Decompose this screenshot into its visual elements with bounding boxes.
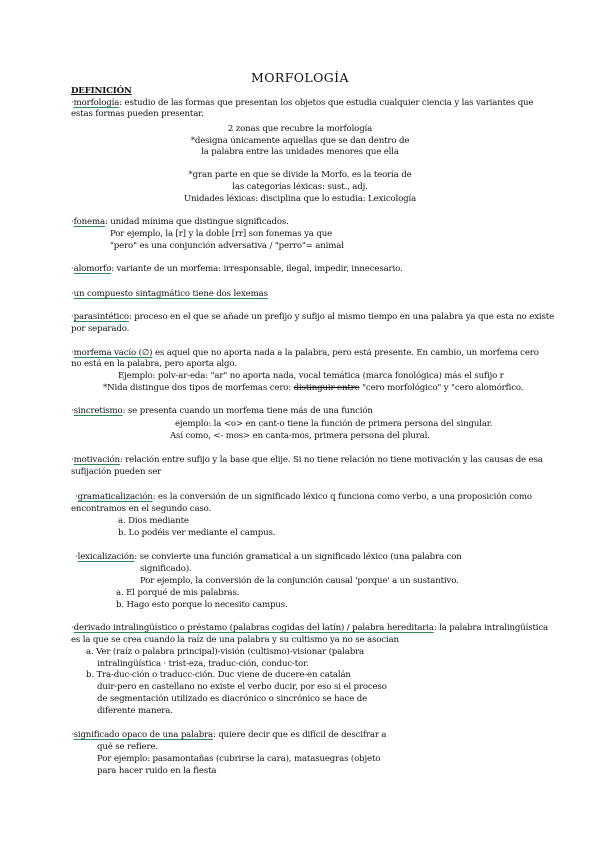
nida-text: *Nida distingue dos tipos de morfemas cero: bbox=[103, 383, 294, 393]
zones-line-4: *gran parte en que se divide la Morfo. es la teoría de bbox=[188, 170, 412, 180]
parasintetico-line-2: por separado. bbox=[71, 324, 130, 334]
zones-line-1: 2 zonas que recubre la morfología bbox=[227, 124, 373, 134]
derivado-text: : la palabra intralingüística bbox=[433, 623, 549, 633]
motivacion-line: ·motivación: relación entre sufijo y la base que elije. Si no tiene relación no tiene motivación y las causas de esa bbox=[71, 455, 543, 465]
page-title: MORFOLOGÍA bbox=[251, 70, 349, 85]
derivado-line-2: es la que se crea cuando la raíz de una palabra y su cultismo ya no se asocian bbox=[71, 635, 399, 645]
definition-line: ·morfología: estudio de las formas que presentan los objetos que estudia cualquier ciencia y las variantes que bbox=[71, 98, 534, 108]
derivado-example-a-2: intralingüística · trist-eza, traduc-ción, conduc-tor. bbox=[97, 659, 309, 669]
lexicalizacion-line-3: Por ejemplo, la conversión de la conjunción causal 'porque' a un sustantivo. bbox=[140, 576, 459, 586]
fonema-line: ·fonema: unidad mínima que distingue significados. bbox=[71, 217, 289, 227]
zones-line-2: *designa únicamente aquellas que se dan dentro de bbox=[190, 136, 410, 146]
section-heading: DEFINICIÓN bbox=[71, 86, 132, 96]
morfema-vacio-example-1: Ejemplo: polv-ar-eda: "ar" no aporta nada, vocal temática (marca fonológica) más el sufijo r bbox=[118, 371, 504, 381]
morfema-vacio-line: ·morfema vacío (∅) es aquel que no aporta nada a la palabra, pero está presente. En cambio, un morfema cero bbox=[71, 348, 539, 358]
lexicalizacion-example-a: a. El porqué de mis palabras. bbox=[116, 588, 240, 598]
derivado-example-a-1: a. Ver (raíz o palabra principal)-visión (cultismo)-visionar (palabra bbox=[86, 647, 364, 657]
motivacion-text: : relación entre sufijo y la base que elije. Si no tiene relación no tiene motivación y las causas de esa bbox=[119, 455, 543, 465]
opaco-example-1: Por ejemplo: pasamontañas (cubrirse la cara), matasuegras (objeto bbox=[97, 754, 381, 764]
gramaticalizacion-text: : es la conversión de un significado léxico q funciona como verbo, a una proposición como bbox=[152, 492, 532, 502]
motivacion-line-2: sufijación pueden ser bbox=[71, 467, 162, 477]
term-derivado: derivado intralingüístico o préstamo (palabras cogidas del latín) / palabra hereditaria bbox=[73, 623, 434, 633]
sincretismo-line: ·sincretismo: se presenta cuando un morfema tiene más de una función bbox=[71, 406, 373, 416]
term-gramaticalizacion: gramaticalización bbox=[77, 492, 153, 502]
term-alomorfo: alomorfo bbox=[73, 264, 112, 274]
fonema-example-1: Por ejemplo, la [r] y la doble [rr] son fonemas ya que bbox=[110, 229, 333, 239]
zones-line-6: Unidades léxicas: disciplina que lo estudia: Lexicología bbox=[183, 194, 417, 204]
zones-line-3: la palabra entre las unidades menores que ella bbox=[201, 147, 399, 157]
derivado-example-b-1: b. Tra-duc-ción o traducc-ción. Duc viene de ducere-en catalán bbox=[86, 670, 351, 680]
fonema-text: : unidad mínima que distingue significados. bbox=[104, 217, 289, 227]
term-significado-opaco: significado opaco de una palabra bbox=[73, 730, 213, 740]
derivado-line: ·derivado intralingüístico o préstamo (palabras cogidas del latín) / palabra hereditaria: la palabra intralingüística bbox=[71, 623, 549, 633]
gramaticalizacion-example-b: b. Lo podéis ver mediante el campus. bbox=[118, 528, 276, 538]
alomorfo-line: ·alomorfo: variante de un morfema: irresponsable, ilegal, impedir, innecesario. bbox=[71, 264, 403, 274]
term-morfema-vacio: morfema vacío (∅) bbox=[73, 348, 153, 358]
morfema-vacio-text: es aquel que no aporta nada a la palabra, pero está presente. En cambio, un morfema cero bbox=[152, 348, 539, 358]
lexicalizacion-line: ·lexicalización: se convierte una función gramatical a un significado léxico (una palabra con bbox=[75, 552, 462, 562]
opaco-line-2: qué se refiere. bbox=[97, 742, 158, 752]
gramaticalizacion-example-a: a. Dios mediante bbox=[118, 516, 189, 526]
gramaticalizacion-line: ·gramaticalización: es la conversión de un significado léxico q funciona como verbo, a una proposición como bbox=[75, 492, 532, 502]
alomorfo-text: : variante de un morfema: irresponsable, ilegal, impedir, innecesario. bbox=[111, 264, 403, 274]
lexicalizacion-text: : se convierte una función gramatical a un significado léxico (una palabra con bbox=[134, 552, 462, 562]
morfema-vacio-example-2 bbox=[103, 383, 523, 394]
term-sincretismo: sincretismo bbox=[73, 406, 123, 416]
morfema-vacio-line-2: no está en la palabra, pero aporta algo. bbox=[71, 359, 237, 369]
lexicalizacion-example-b: b. Hago esto porque lo necesito campus. bbox=[116, 600, 288, 610]
parasintetico-text: : proceso en el que se añade un prefijo y sufijo al mismo tiempo en una palabra ya que esta no existe bbox=[128, 312, 555, 322]
term-morfologia: morfología bbox=[73, 98, 120, 108]
derivado-example-b-3: de segmentación utilizado es diacrónico o sincrónico se hace de bbox=[97, 694, 368, 704]
nida-text-end: "cero morfológico" y "cero alomórfico. bbox=[359, 383, 524, 393]
term-parasintetico: parasintético bbox=[73, 312, 129, 322]
zones-line-5: las categorías léxicas: sust., adj. bbox=[232, 182, 368, 192]
opaco-text: : quiere decir que es difícil de descifrar a bbox=[213, 730, 387, 740]
opaco-example-2: para hacer ruido en la fiesta bbox=[97, 766, 217, 776]
opaco-line: ·significado opaco de una palabra: quiere decir que es difícil de descifrar a bbox=[71, 730, 387, 740]
definition-line-2: estas formas pueden presentar. bbox=[71, 109, 204, 119]
gramaticalizacion-line-2: encontramos en el segundo caso. bbox=[71, 504, 212, 514]
derivado-example-b-2: duir-pero en castellano no existe el verbo ducir, por eso si el proceso bbox=[97, 682, 387, 692]
term-fonema: fonema bbox=[73, 217, 105, 227]
parasintetico-line: ·parasintético: proceso en el que se añade un prefijo y sufijo al mismo tiempo en una palabra ya que esta no existe bbox=[71, 312, 555, 322]
derivado-example-b-4: diferente manera. bbox=[97, 706, 173, 716]
term-motivacion: motivación bbox=[73, 455, 120, 465]
sincretismo-text: : se presenta cuando un morfema tiene más de una función bbox=[122, 406, 373, 416]
compuesto-line: ·un compuesto sintagmático tiene dos lexemas bbox=[71, 289, 268, 299]
fonema-example-2: "pero" es una conjunción adversativa / "perro"= animal bbox=[110, 241, 344, 251]
struck-text: distinguir entre bbox=[293, 383, 360, 393]
term-lexicalizacion: lexicalización bbox=[77, 552, 135, 562]
lexicalizacion-line-2: significado). bbox=[140, 564, 192, 574]
definition-text: : estudio de las formas que presentan los objetos que estudia cualquier ciencia y las variantes que bbox=[119, 98, 534, 108]
term-compuesto: un compuesto sintagmático tiene dos lexemas bbox=[73, 289, 268, 299]
sincretismo-example-2: Así como, <- mos> en canta-mos, primera persona del plural. bbox=[170, 431, 430, 441]
sincretismo-example-1: ejemplo: la <o> en cant-o tiene la función de primera persona del singular. bbox=[175, 419, 493, 429]
